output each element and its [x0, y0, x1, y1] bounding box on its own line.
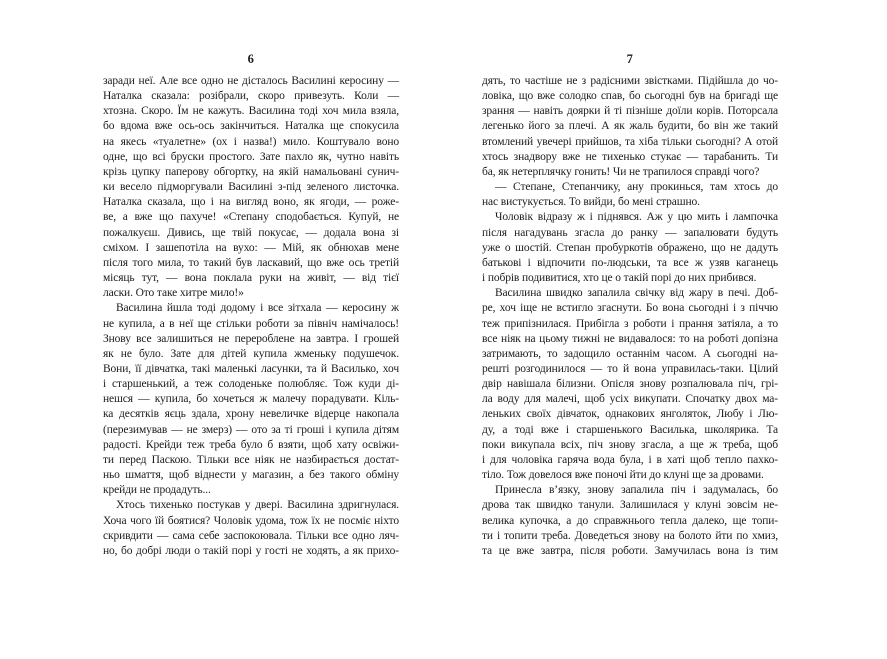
- text-line: нас вистукується. То вийди, бо мені страшно.: [482, 196, 700, 209]
- text-line: ти і топити треба. Доведеться знову на болото йти по хмиз,: [482, 529, 778, 542]
- text-line: втомлений увечері прийшов, та хіба тільки сьогодні? А отой: [482, 135, 778, 148]
- text-line: після того мила, то такий був ласкавий, що вже ось третій: [103, 256, 399, 269]
- text-line: все ніяк на цьому тижні не видавалося: то на роботі допізна: [482, 332, 778, 345]
- text-line: скривдити — сама себе заспокоювала. Тільки все одно ляч-: [103, 529, 399, 542]
- text-line: місяць тут, — вона поклала руки на живіт, — від тієї: [103, 272, 399, 285]
- text-line: як не було. Зате для дітей купила жменьку подушечок.: [103, 347, 399, 360]
- text-line: радості. Крейди теж треба було б взяти, щоб хату освіжи-: [103, 438, 399, 451]
- text-line: хтозна. Скоро. Їм не кажуть. Василина тоді хоч мила взяла,: [103, 105, 399, 118]
- text-line: Чоловік відразу ж і піднявся. Аж у цю мить і лампочка: [495, 211, 778, 224]
- page-number-right: 7: [626, 52, 634, 66]
- text-line: одне, що всі бруски простого. Зате пахло як, чутно навіть: [103, 150, 399, 163]
- text-line: крейди не продадуть...: [103, 484, 211, 497]
- page-7: [482, 52, 778, 559]
- text-line: ре, хоч іще не встигло згаснути. Бо вона сьогодні і з піччю: [482, 302, 778, 315]
- text-line: Вони, її дівчатка, такі маленькі ласунки, та й Василько, хоч: [103, 362, 399, 375]
- text-line: легенько його за плечі. А як жаль будити, бо він же такий: [482, 120, 778, 133]
- text-line: Наталка сказала: розібрали, скоро привезуть. Коли —: [103, 90, 399, 103]
- text-column-right: [482, 74, 778, 559]
- text-line: (перезимував — не змерз) — ото за ті гроші і купила дітям: [103, 423, 399, 436]
- text-line: бо вдома вже ось-ось закінчиться. Наталка ще спокусила: [103, 120, 399, 133]
- text-line: ласки. Ото таке хитре мило!»: [103, 287, 244, 300]
- text-line: но, бо добрі люди о такій порі у гості не ходять, а як прихо-: [103, 544, 399, 557]
- text-line: крізь цупку паперову обгортку, на якій намальовані сунич-: [103, 165, 399, 178]
- text-line: затримають, то задощило останнім часом. А сьогодні на-: [482, 347, 778, 360]
- text-line: і старшенький, а теж солоденьке полюбляє. Тож куди ді-: [103, 378, 399, 391]
- text-line: ловіка, що вже солодко спав, бо сьогодні був на бригаді ще: [482, 90, 778, 103]
- text-line: зрання — навіть доярки й ті пізніше доїли корів. Поторсала: [482, 105, 778, 118]
- text-line: і побрів подивитися, хто це о такій порі до них прибився.: [482, 272, 757, 285]
- text-line: теж припізнилася. Прибігла з роботи і прання затіяла, а то: [482, 317, 778, 330]
- text-line: дять, то частіше не з радісними звістками. Підійшла до чо-: [482, 75, 778, 87]
- text-line: сміхом. І зашепотіла на вухо: — Мій, як обнюхав мене: [103, 241, 399, 254]
- text-line: не купила, а в неї ще стільки роботи за північ намічалось!: [103, 317, 399, 330]
- text-line: ба, як нетерплячку гонить! Чи не трапилося справді чого?: [482, 165, 760, 178]
- text-line: хтось знадвору вже не тихенько стукає — тарабанить. Ти: [482, 150, 778, 163]
- text-line: ду, а тоді вже і старшенького Василька, школярика. Та: [482, 423, 778, 436]
- text-line: ве, а вже що пахуче! «Степану сподобається. Купуй, не: [103, 211, 399, 224]
- text-line: решті розгодинилося — то й вона управилась-таки. Цілий: [482, 362, 778, 375]
- text-line: батькові і відпочити по-людськи, та все ж узяв каганець: [482, 256, 778, 269]
- text-line: пожалкуєш. Дивись, ще твій покусає, — додала вона зі: [103, 226, 399, 239]
- text-line: Принесла в’язку, знову запалила піч і задумалась, бо: [495, 484, 778, 497]
- text-line: велика купочка, а до справжнього тепла далеко, ще топи-: [482, 514, 778, 527]
- text-line: на якесь «туалетне» (ох і назва!) мило. Коштувало воно: [103, 135, 399, 148]
- text-line: Василина йшла тоді додому і все зітхала — керосину ж: [116, 302, 399, 315]
- text-line: уже о шостій. Степан пробуркотів ображено, що не дадуть: [482, 241, 778, 254]
- page-number-left: 6: [247, 52, 255, 66]
- text-line: леньких своїх дівчаток, однакових янголяток, Любу і Лю-: [482, 408, 778, 421]
- text-column-left: [103, 74, 399, 559]
- text-line: — Степане, Степанчику, ану прокинься, там хтось до: [495, 181, 778, 194]
- text-line: ла воду для малечі, щоб усіх викупати. Спочатку двох ма-: [482, 393, 778, 406]
- text-line: ка десятків яєць здала, хрону невеличке відерце накопала: [103, 408, 399, 421]
- text-line: Наталка сказала, що і на вигляд воно, як ягоди, — роже-: [103, 196, 399, 209]
- text-line: Василина швидко запалила свічку від жару в печі. Доб-: [495, 287, 778, 300]
- text-line: дрова так швидко танули. Залишилася у клуні зовсім не-: [482, 499, 778, 512]
- text-line: ньо шмаття, щоб віднести у магазин, а без такого обміну: [103, 469, 399, 482]
- text-line: двір навішала білизни. Опісля знову розпалювала піч, грі-: [482, 378, 778, 391]
- text-line: нешся — купила, бо хочеться ж малечу порадувати. Кіль-: [103, 393, 399, 406]
- text-line: заради неї. Але все одно не дісталось Василині керосину —: [103, 75, 399, 87]
- text-line: Хтось тихенько постукав у двері. Василина здригнулася.: [116, 499, 399, 512]
- text-line: ти перед Паскою. Тільки все ніяк не назбирається достат-: [103, 453, 399, 466]
- text-line: та це вже завтра, після роботи. Замучилась вона із тим: [482, 544, 778, 557]
- text-line: Знову все залишиться не перероблене на завтра. І грошей: [103, 332, 399, 345]
- text-line: поки викупала всіх, піч знову згасла, а ще ж треба, щоб: [482, 438, 778, 451]
- text-line: після нагадувань згасла до ранку — запалювати будуть: [482, 226, 778, 239]
- text-line: Хоча чого їй боятися? Чоловік удома, тож їх не посміє ніхто: [103, 514, 399, 527]
- text-line: тіло. Тож довелося вже поночі йти до клуні ще за дровами.: [482, 469, 764, 482]
- text-line: і для чоловіка гаряча вода була, і в хаті щоб тепло пахко-: [482, 453, 778, 466]
- page-6: [103, 52, 399, 559]
- text-line: ки весело підморгували Василині з-під зеленого листочка.: [103, 181, 399, 194]
